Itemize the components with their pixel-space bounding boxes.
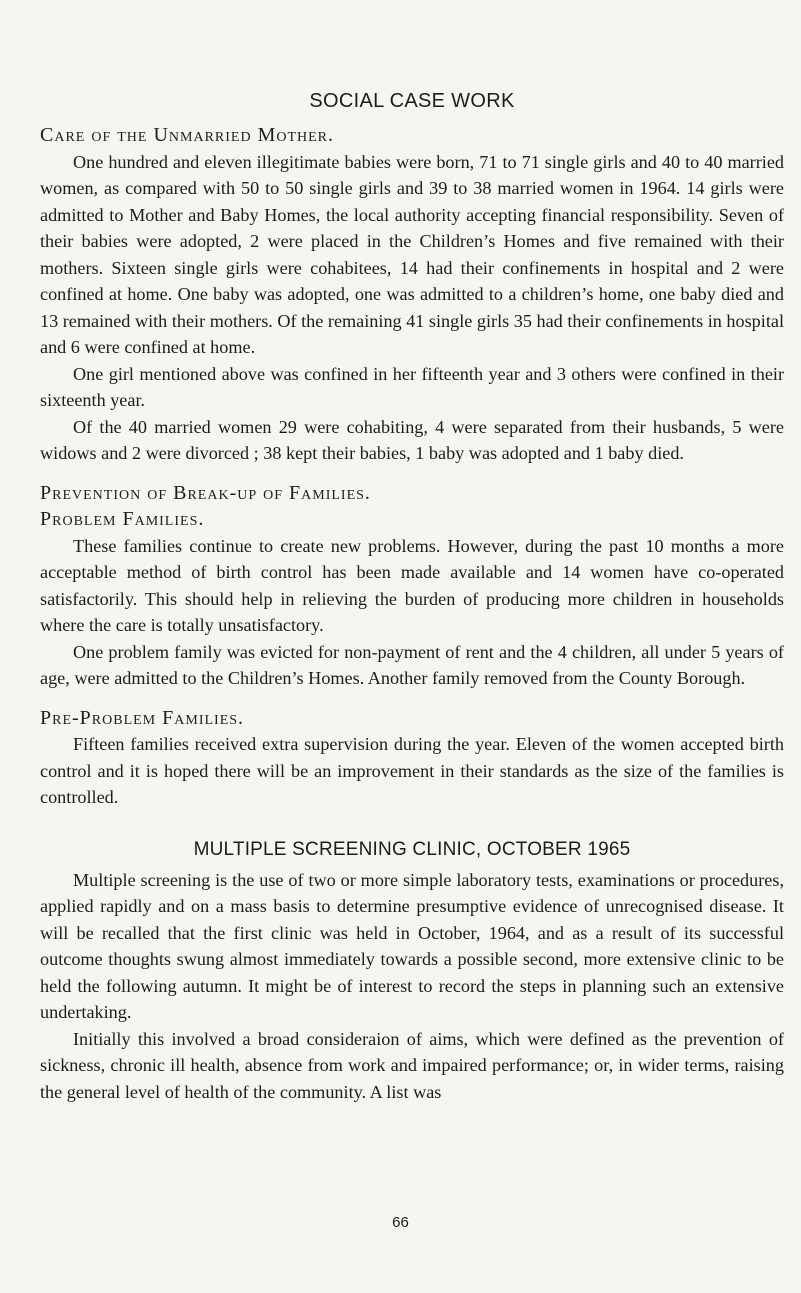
section-heading-problem-families: Problem Families.	[40, 508, 205, 530]
section-title-screening: MULTIPLE SCREENING CLINIC, OCTOBER 1965	[193, 838, 631, 860]
section-unmarried-mother	[40, 122, 784, 467]
paragraph: Of the 40 married women 29 were cohabiting, 4 were separated from their husbands, 5 were widows and 2 were divorced ; 38 kept their babies, 1 baby was adopted and 1 baby died.	[40, 416, 784, 463]
paragraph: One problem family was evicted for non-payment of rent and the 4 children, all under 5 years of age, were admitted to the Children’s Homes. Another family removed from the County Borough.	[40, 641, 784, 688]
section-pre-problem-families	[40, 705, 784, 811]
paragraph: Fifteen families received extra supervision during the year. Eleven of the women accepted birth control and it is hoped there will be an improvement in their standards as the size of the families is controlled.	[40, 734, 784, 807]
document-page	[40, 88, 784, 1105]
paragraph: One girl mentioned above was confined in her fifteenth year and 3 others were confined in their sixteenth year.	[40, 363, 784, 410]
paragraph: Initially this involved a broad consideraion of aims, which were defined as the prevention of sickness, chronic ill health, absence from work and impaired performance; or, in wider terms, raising the general level of health of the community. A list was	[40, 1028, 784, 1102]
page-title: SOCIAL CASE WORK	[309, 90, 515, 112]
page-number: 66	[392, 1214, 409, 1231]
paragraph: These families continue to create new problems. However, during the past 10 months a more acceptable method of birth control has been made available and 14 women have co-operated satisfactorily. This should help in relieving the burden of producing more children in households where the care is totally unsatisfactory.	[40, 535, 784, 635]
section-prevention	[40, 480, 784, 507]
section-problem-families	[40, 506, 784, 692]
section-heading-unmarried-mother: Care of the Unmarried Mother.	[40, 124, 335, 146]
section-screening	[40, 837, 784, 1106]
section-heading-pre-problem-families: Pre-Problem Families.	[40, 706, 245, 729]
section-heading-prevention: Prevention of Break-up of Families.	[40, 481, 371, 504]
paragraph: Multiple screening is the use of two or more simple laboratory tests, examinations or procedures, applied rapidly and on a mass basis to determine presumptive evidence of unrecognised disease. It will be recalled that the first clinic was held in October, 1964, and as a result of its successful outcome thoughts swung almost immediately towards a possible second, more extensive clinic to be held the following autumn. It might be of interest to record the steps in planning such an extensive undertaking.	[40, 869, 784, 1022]
paragraph: One hundred and eleven illegitimate babies were born, 71 to 71 single girls and 40 to 40 married women, as compared with 50 to 50 single girls and 39 to 38 married women in 1964. 14 girls were admitted to Mother and Baby Homes, the local authority accepting financial responsibility. Seven of their babies were adopted, 2 were placed in the Children’s Homes and five remained with their mothers. Sixteen single girls were cohabitees, 14 had their confinements in hospital and 2 were confined at home. One baby was adopted, one was admitted to a children’s home, one baby died and 13 remained with their mothers. Of the remaining 41 single girls 35 had their confinements in hospital and 6 were confined at home.	[40, 151, 785, 357]
